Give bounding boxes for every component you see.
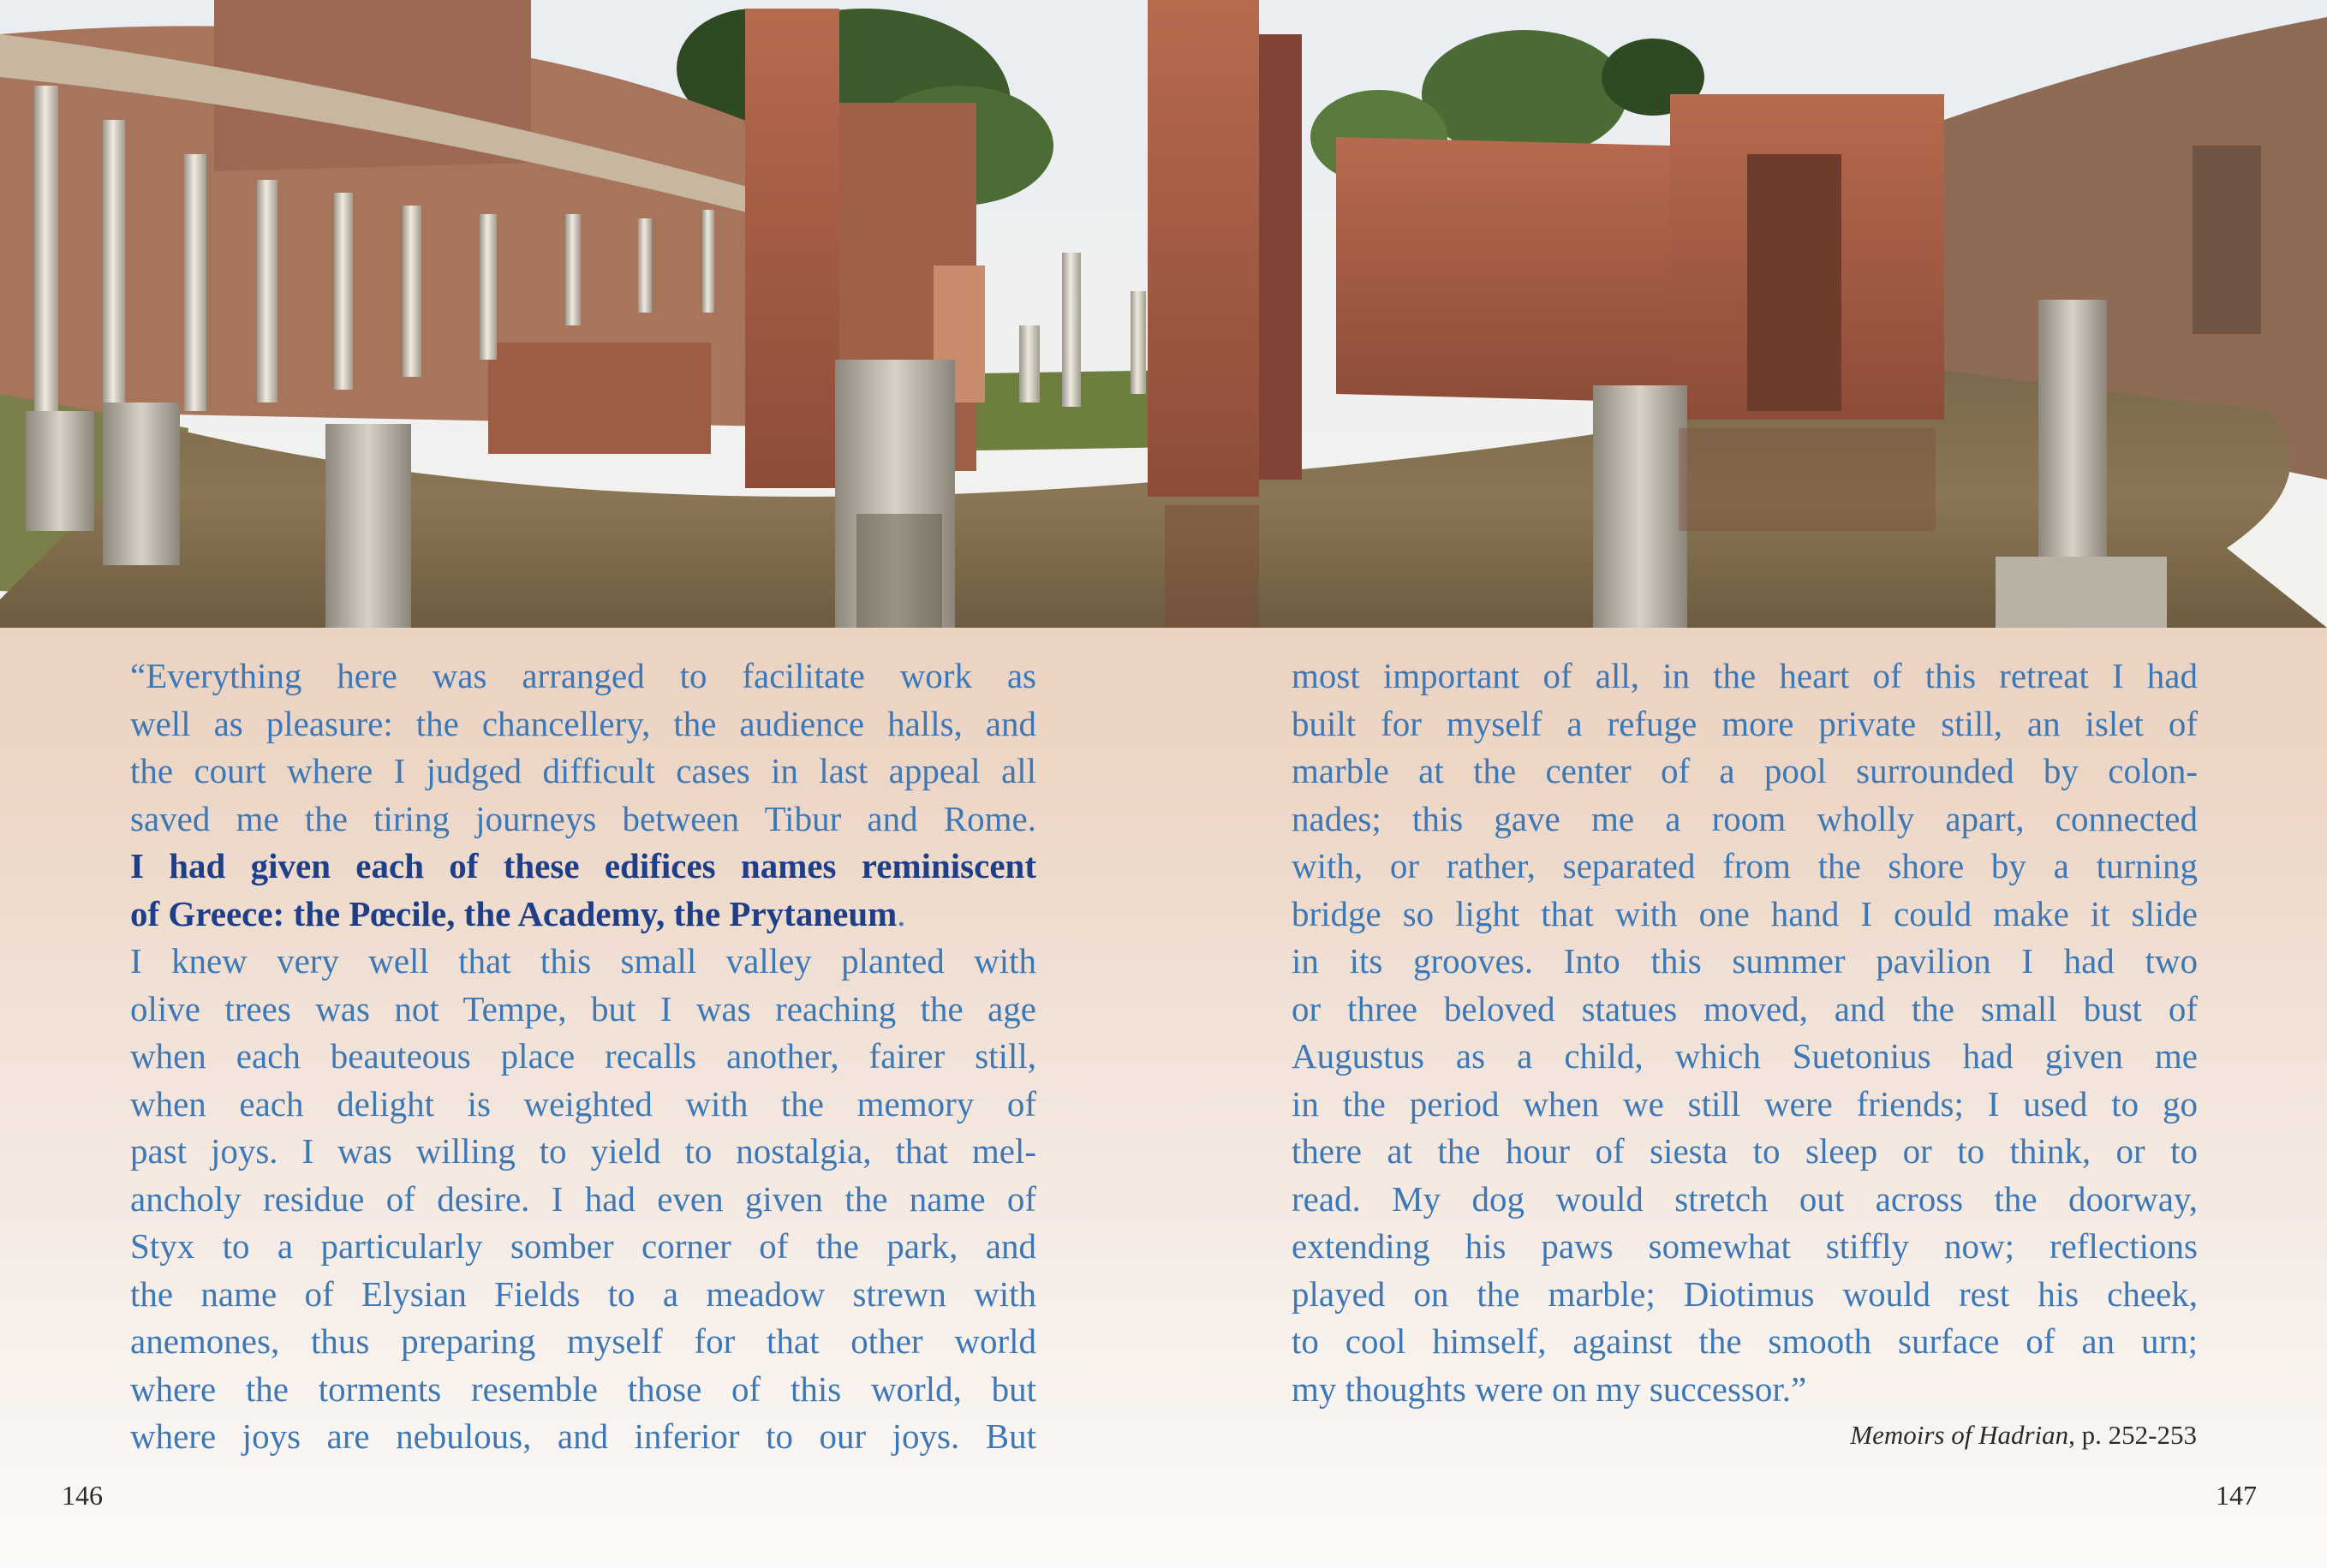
text-line: marble at the center of a pool surrounded by colon- <box>1292 751 2198 790</box>
citation-book-title: Memoirs of Hadrian <box>1850 1420 2069 1450</box>
text-line: to cool himself, against the smooth surface of an urn; <box>1292 1321 2198 1361</box>
citation-pages: , p. 252-253 <box>2068 1420 2197 1450</box>
text-line: my thoughts were on my successor.” <box>1292 1368 1807 1409</box>
text-line: or three beloved statues moved, and the small bust of <box>1292 988 2198 1028</box>
text-line: bridge so light that with one hand I could make it slide <box>1292 893 2198 933</box>
left-page-text <box>130 653 1036 1461</box>
text-line: where joys are nebulous, and inferior to our joys. But <box>130 1416 1036 1456</box>
text-line: ancholy residue of desire. I had even given the name of <box>130 1178 1036 1219</box>
text-line: in the period when we still were friends; I used to go <box>1292 1083 2198 1124</box>
text-line: I knew very well that this small valley planted with <box>130 941 1036 981</box>
text-line: when each delight is weighted with the memory of <box>130 1083 1036 1124</box>
emphasized-text: of Greece: the Pœcile, the Academy, the Prytaneum <box>130 893 898 933</box>
text-line: Styx to a particularly somber corner of the park, and <box>130 1226 1036 1266</box>
text-line: the name of Elysian Fields to a meadow strewn with <box>130 1273 1036 1314</box>
page-number-left: 146 <box>62 1480 103 1511</box>
text-line: anemones, thus preparing myself for that other world <box>130 1321 1036 1361</box>
emphasized-text-line <box>130 891 1036 939</box>
text-line: with, or rather, separated from the shore by a turning <box>1292 846 2198 885</box>
text-line: saved me the tiring journeys between Tibur and Rome. <box>130 798 1036 838</box>
text-line: where the torments resemble those of this world, but <box>130 1368 1036 1409</box>
text-line: played on the marble; Diotimus would rest his cheek, <box>1292 1273 2198 1314</box>
text-line: in its grooves. Into this summer pavilion I had two <box>1292 941 2198 981</box>
text-line: built for myself a refuge more private still, an islet of <box>1292 703 2198 743</box>
text-line: the court where I judged difficult cases in last appeal all <box>130 751 1036 790</box>
right-page-text <box>1292 653 2198 1413</box>
emphasized-text-line: I had given each of these edifices names reminiscent <box>130 846 1036 885</box>
text-line: well as pleasure: the chancellery, the audience halls, and <box>130 703 1036 743</box>
ruins-photograph-art <box>0 0 2327 628</box>
page-number-right: 147 <box>2216 1480 2257 1511</box>
text-line: past joys. I was willing to yield to nostalgia, that mel- <box>130 1131 1036 1171</box>
text-line: read. My dog would stretch out across the doorway, <box>1292 1178 2198 1219</box>
text-line: extending his paws somewhat stiffly now; reflections <box>1292 1226 2198 1266</box>
ruins-photograph <box>0 0 2327 628</box>
text-line: “Everything here was arranged to facilitate work as <box>130 656 1036 695</box>
text-line: when each beauteous place recalls another, fairer still, <box>130 1036 1036 1076</box>
text-line: there at the hour of siesta to sleep or to think, or to <box>1292 1131 2198 1171</box>
text-line: olive trees was not Tempe, but I was reaching the age <box>130 988 1036 1028</box>
citation <box>1850 1420 2197 1451</box>
text-line: most important of all, in the heart of this retreat I had <box>1292 656 2198 695</box>
sentence-period: . <box>897 893 906 933</box>
text-line: nades; this gave me a room wholly apart, connected <box>1292 798 2198 838</box>
text-line: Augustus as a child, which Suetonius had given me <box>1292 1036 2198 1076</box>
